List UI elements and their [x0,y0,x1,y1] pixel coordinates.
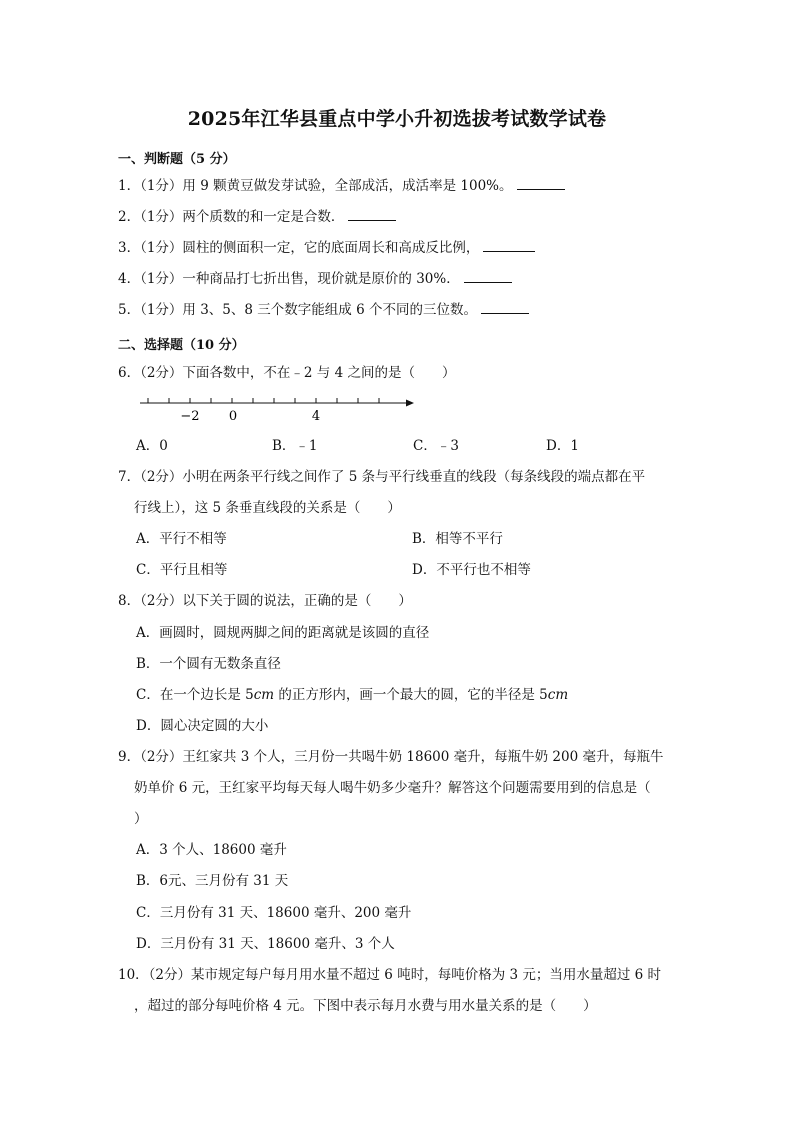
question-8-stem: 8．（2分）以下关于圆的说法，正确的是（ ） [118,593,412,609]
q8-option-c-unit-1: cm [253,687,275,703]
number-line-diagram [138,394,418,424]
q7-option-c[interactable]: C．平行且相等 [136,562,228,578]
q8-option-c-text-2: 的正方形内，画一个最大的圆，它的半径是 5 [274,687,548,703]
question-4 [118,271,512,287]
answer-blank-2[interactable] [348,209,396,221]
number-line-label-0: 0 [228,409,238,424]
question-9-stem-line3: ） [134,811,148,827]
q6-option-c[interactable]: C．﹣3 [413,438,459,454]
question-3 [118,240,535,256]
question-6-stem: 6．（2分）下面各数中，不在﹣2 与 4 之间的是（ ） [118,365,456,381]
question-7-stem-line2: 行线上），这 5 条垂直线段的关系是（ ） [134,500,401,516]
q6-option-d[interactable]: D．1 [546,438,579,454]
q8-option-c-text-1: C．在一个边长是 5 [136,687,254,703]
answer-blank-3[interactable] [483,240,535,252]
question-9-stem-line1: 9．（2分）王红家共 3 个人，三月份一共喝牛奶 18600 毫升，每瓶牛奶 200 毫升，每瓶牛 [118,749,664,765]
section-choice-heading: 二、选择题（10 分） [118,338,245,353]
q8-option-c[interactable] [136,687,568,703]
q9-option-a[interactable]: A．3 个人、18600 毫升 [136,842,287,858]
q9-option-d[interactable]: D．三月份有 31 天、18600 毫升、3 个人 [136,936,395,952]
q8-option-b[interactable]: B．一个圆有无数条直径 [136,656,281,672]
q8-option-a[interactable]: A．画圆时，圆规两脚之间的距离就是该圆的直径 [136,625,430,641]
answer-blank-1[interactable] [517,178,565,190]
question-10-stem-line1: 10．（2分）某市规定每户每月用水量不超过 6 吨时，每吨价格为 3 元；当用水量超过 6 时 [118,967,662,983]
question-1 [118,178,565,194]
question-2-text: 2．（1分）两个质数的和一定是合数． [118,209,345,225]
q9-option-c[interactable]: C．三月份有 31 天、18600 毫升、200 毫升 [136,905,412,921]
question-2 [118,209,396,225]
question-4-text: 4．（1分）一种商品打七折出售，现价就是原价的 30%． [118,271,460,287]
section-judgement-heading: 一、判断题（5 分） [118,152,236,167]
answer-blank-5[interactable] [481,302,529,314]
number-line-label-neg2: −2 [180,409,200,424]
question-10-stem-line2: ，超过的部分每吨价格 4 元。下图中表示每月水费与用水量关系的是（ ） [134,998,597,1014]
q8-option-c-unit-2: cm [547,687,569,703]
answer-blank-4[interactable] [464,271,512,283]
question-5-text: 5．（1分）用 3、5、8 三个数字能组成 6 个不同的三位数。 [118,302,477,318]
question-7-stem-line1: 7．（2分）小明在两条平行线之间作了 5 条与平行线垂直的线段（每条线段的端点都在平 [118,469,646,485]
q7-option-a[interactable]: A．平行不相等 [136,531,227,547]
question-1-text: 1．（1分）用 9 颗黄豆做发芽试验，全部成活，成活率是 100%。 [118,178,513,194]
question-3-text: 3．（1分）圆柱的侧面积一定，它的底面周长和高成反比例， [118,240,480,256]
number-line-ticks [148,398,379,403]
q8-option-d[interactable]: D．圆心决定圆的大小 [136,718,269,734]
number-line-arrow [406,400,414,407]
q9-option-b[interactable]: B．6元、三月份有 31 天 [136,873,289,889]
exam-title: 2025年江华县重点中学小升初选拔考试数学试卷 [187,108,607,130]
number-line-label-4: 4 [311,409,321,424]
question-9-stem-line2: 奶单价 6 元，王红家平均每天每人喝牛奶多少毫升？解答这个问题需要用到的信息是（ [134,780,651,796]
q7-option-b[interactable]: B．相等不平行 [412,531,503,547]
q6-option-a[interactable]: A．0 [136,438,168,454]
question-5 [118,302,529,318]
q6-option-b[interactable]: B．﹣1 [272,438,318,454]
q7-option-d[interactable]: D．不平行也不相等 [412,562,531,578]
